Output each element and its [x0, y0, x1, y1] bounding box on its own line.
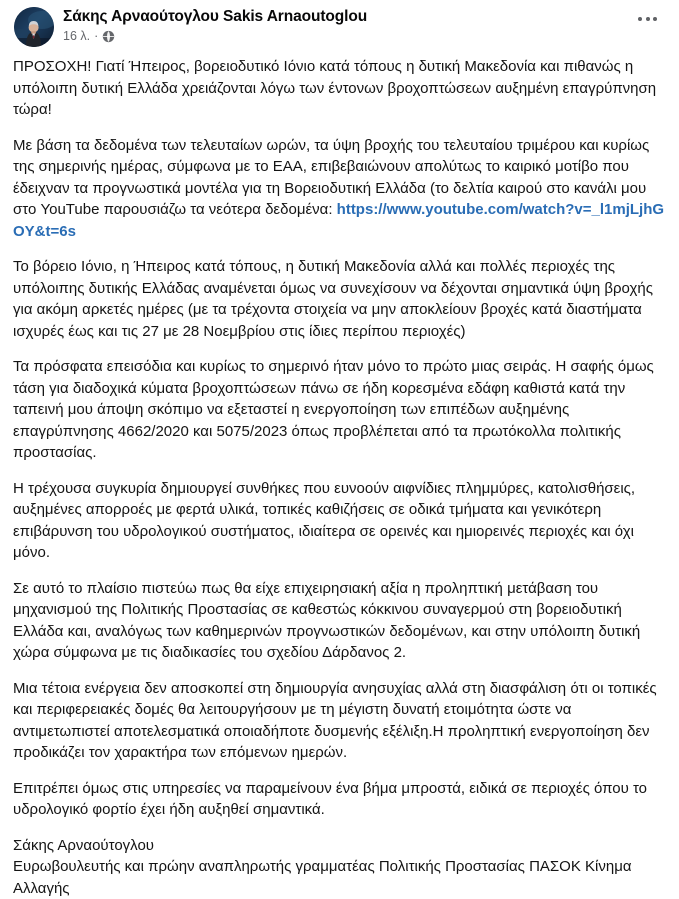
- post-paragraph: Σε αυτό το πλαίσιο πιστεύω πως θα είχε επιχειρησιακή αξία η προληπτική μετάβαση του μηχανισμού της Πολιτικής Προστασίας σε καθεστώς κόκκινου συναγερμού στη βορειοδυτική Ελλάδα και, αναλόγως των καθημερινών προγνωστικών δεδομένων, και στην υπόλοιπη δυτική χώρα σύμφωνα με τις διαδικασίες του σχεδίου Δάρδανος 2.: [13, 578, 665, 664]
- youtube-link[interactable]: https://www.youtube.com/watch?v=_l1mjLjhGOY&t=6s: [13, 201, 664, 240]
- signature-title: Ευρωβουλευτής και πρώην αναπληρωτής γραμματέας Πολιτικής Προστασίας ΠΑΣΟΚ Κίνημα Αλλαγής: [13, 856, 665, 899]
- post-options-button[interactable]: [634, 13, 661, 25]
- ellipsis-horizontal-icon: [653, 17, 657, 21]
- post-paragraph: Η τρέχουσα συγκυρία δημιουργεί συνθήκες που ευνοούν αιφνίδιες πλημμύρες, κατολισθήσεις, αυξημένες απορροές με φερτά υλικά, τοπικές καθιζήσεις σε οδικά τμήματα και γενικότερη επιβάρυνση του υδρολογικού συστήματος, ιδιαίτερα σε ορεινές και ημιορεινές περιοχές και όχι μόνο.: [13, 478, 665, 564]
- post-meta: [63, 28, 367, 44]
- avatar[interactable]: [14, 7, 54, 47]
- paragraph-text-before-link: Με βάση τα δεδομένα των τελευταίων ωρών, τα ύψη βροχής του τελευταίου τριμέρου και κυρίως της σημερινής ημέρας, σύμφωνα με το ΕΑΑ, επιβεβαιώνουν απολύτως το καιρικό μοτίβο που έδειχναν τα προγνωστικά μοντέλα για τη Βορειοδυτική Ελλάδα (το δελτία καιρού στο κανάλι μου στο YouTube παρουσιάζω τα νεότερα δεδομένα:: [13, 137, 649, 219]
- ellipsis-horizontal-icon: [638, 17, 642, 21]
- post-content: [0, 48, 679, 899]
- signature-name: Σάκης Αρναούτογλου: [13, 835, 665, 857]
- post-paragraph: Τα πρόσφατα επεισόδια και κυρίως το σημερινό ήταν μόνο το πρώτο μιας σειράς. Η σαφής όμως τάση για διαδοχικά κύματα βροχοπτώσεων πάνω σε ήδη κορεσμένα εδάφη καθιστά κατά την ταπεινή μου άποψη σκόπιμο να εξεταστεί η ενεργοποίηση των επιπέδων αυξημένης επαγρύπνησης 4662/2020 και 5075/2023 όπως προβλέπεται από τα πρωτόκολλα πολιτικής προστασίας.: [13, 356, 665, 464]
- post-paragraph: Το βόρειο Ιόνιο, η Ήπειρος κατά τόπους, η δυτική Μακεδονία αλλά και πολλές περιοχές της υπόλοιπης δυτικής Ελλάδας αναμένεται όμως να συνεχίσουν να δέχονται σημαντικά ύψη βροχής για ακόμη αρκετές ημέρες (με τα τρέχοντα στοιχεία να μην αποκλείουν βροχές κατά διαστήματα ισχυρές έως και τις 27 με 28 Νοεμβρίου στις ίδιες περίπου περιοχές): [13, 256, 665, 342]
- post-paragraph: Μια τέτοια ενέργεια δεν αποσκοπεί στη δημιουργία ανησυχίας αλλά στη διασφάλιση ότι οι τοπικές και περιφερειακές δομές θα λειτουργήσουν με τη μέγιστη δυνατή ετοιμότητα ώστε να αντιμετωπιστεί αποτελεσματικά οποιαδήποτε δυσμενής εξέλιξη.Η προληπτική ενεργοποίηση δεν προδικάζει τον χαρακτήρα των επόμενων ημερών.: [13, 678, 665, 764]
- post-signature: [13, 835, 665, 899]
- post-paragraph: Επιτρέπει όμως στις υπηρεσίες να παραμείνουν ένα βήμα μπροστά, ειδικά σε περιοχές όπου το υδρολογικό φορτίο έχει ήδη αυξηθεί σημαντικά.: [13, 778, 665, 821]
- post-header: [0, 0, 679, 48]
- ellipsis-horizontal-icon: [646, 17, 650, 21]
- post-paragraph-with-link: [13, 135, 665, 243]
- author-name[interactable]: Σάκης Αρναούτογλου Sakis Arnaoutoglou: [63, 7, 367, 26]
- header-text: [63, 6, 367, 44]
- meta-separator: ·: [94, 28, 98, 44]
- globe-icon[interactable]: [102, 30, 115, 43]
- post-timestamp[interactable]: 16 λ.: [63, 28, 90, 44]
- post-paragraph: ΠΡΟΣΟΧΗ! Γιατί Ήπειρος, βορειοδυτικό Ιόνιο κατά τόπους η δυτική Μακεδονία και πιθανώς η υπόλοιπη δυτική Ελλάδα χρειάζονται λόγω των έντονων βροχοπτώσεων αυξημένη επαγρύπνηση τώρα!: [13, 56, 665, 121]
